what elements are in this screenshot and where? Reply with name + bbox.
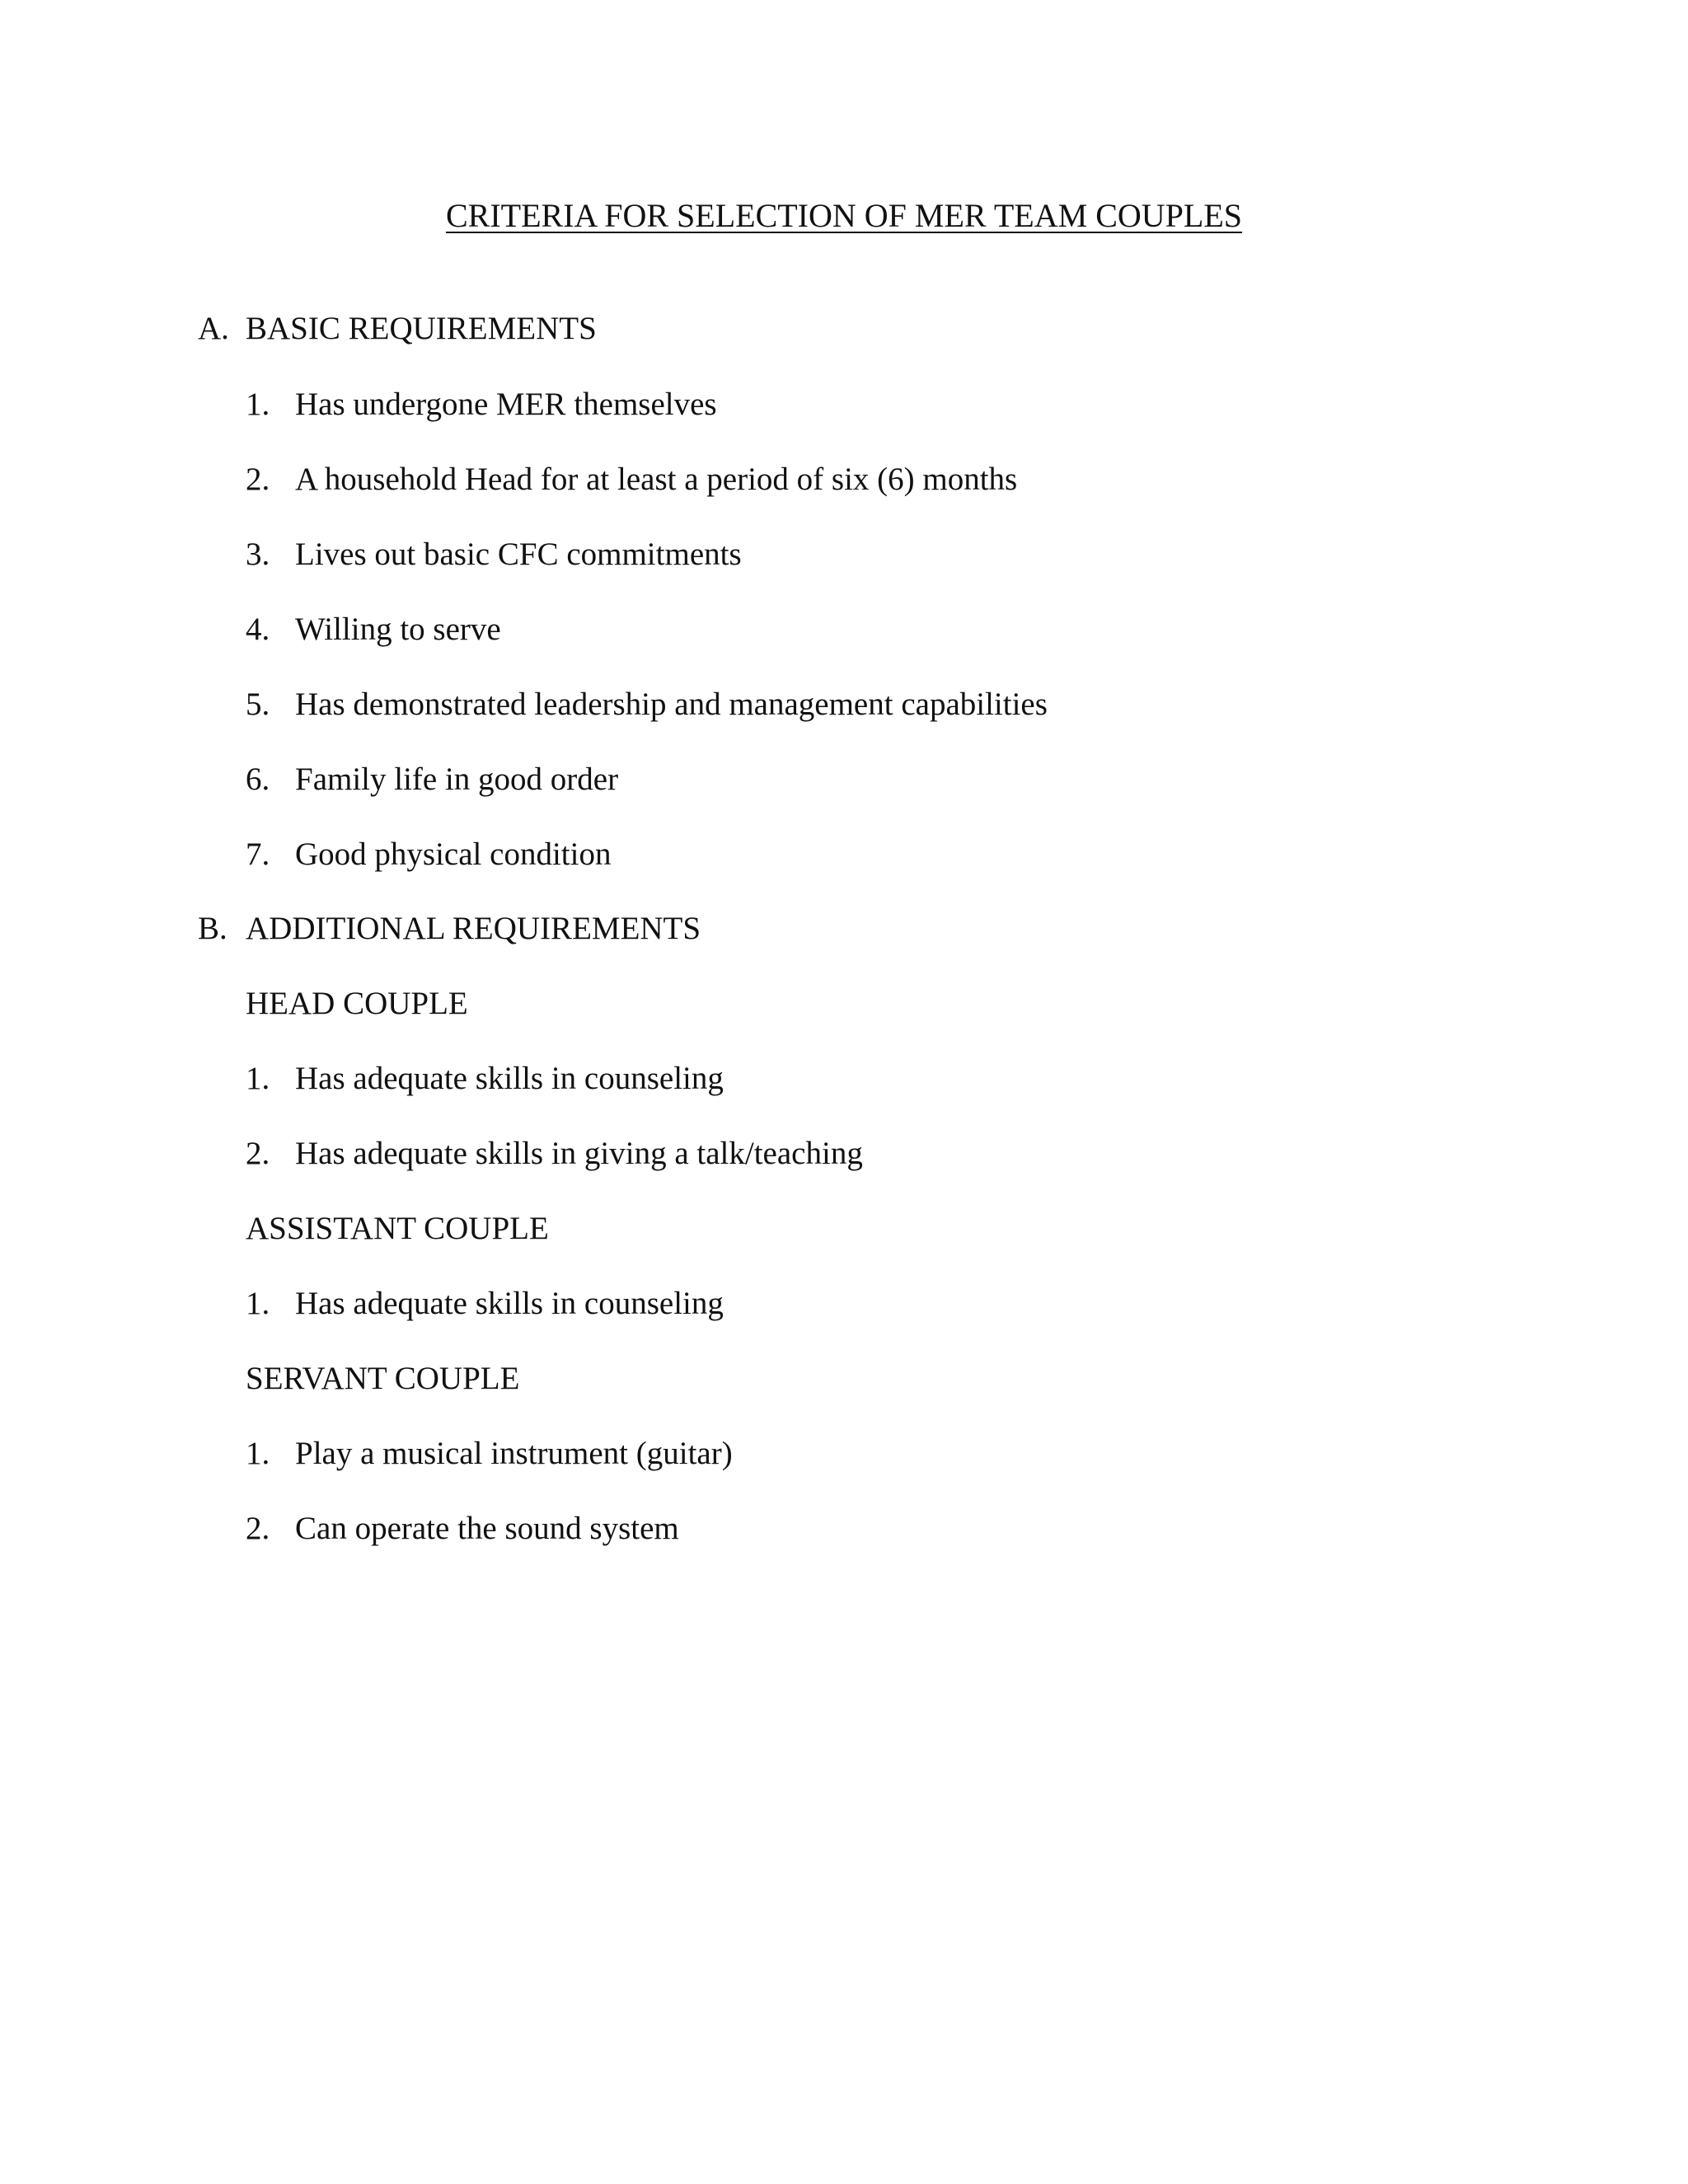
list-item-number: 2. <box>246 462 270 497</box>
section-heading: ADDITIONAL REQUIREMENTS <box>246 911 701 946</box>
list-item-number: 1. <box>246 1061 270 1096</box>
list-item-text: Play a musical instrument (guitar) <box>295 1436 733 1471</box>
list-item-text: Has demonstrated leadership and management capabilities <box>295 687 1048 722</box>
list-item-number: 5. <box>246 687 270 722</box>
list-item-text: Family life in good order <box>295 762 619 797</box>
list-item-number: 7. <box>246 837 270 872</box>
list-item-number: 1. <box>246 387 270 422</box>
list-item-text: Can operate the sound system <box>295 1511 679 1546</box>
list-item-number: 1. <box>246 1436 270 1471</box>
list-item-text: Has adequate skills in counseling <box>295 1061 724 1096</box>
list-item-text: Has adequate skills in giving a talk/teaching <box>295 1136 863 1171</box>
subsection-heading: ASSISTANT COUPLE <box>246 1211 549 1246</box>
list-item-number: 2. <box>246 1136 270 1171</box>
section-letter: B. <box>198 911 227 946</box>
list-item-text: Lives out basic CFC commitments <box>295 537 742 572</box>
list-item-number: 2. <box>246 1511 270 1546</box>
list-item-number: 1. <box>246 1286 270 1321</box>
page-title: CRITERIA FOR SELECTION OF MER TEAM COUPLES <box>445 197 1242 234</box>
section-heading: BASIC REQUIREMENTS <box>246 311 597 346</box>
section-letter: A. <box>198 311 229 346</box>
subsection-heading: SERVANT COUPLE <box>246 1361 520 1396</box>
list-item-text: Willing to serve <box>295 612 501 647</box>
list-item-text: Has undergone MER themselves <box>295 387 717 422</box>
list-item-number: 6. <box>246 762 270 797</box>
list-item-number: 3. <box>246 537 270 572</box>
list-item-text: A household Head for at least a period of six (6) months <box>295 462 1018 497</box>
list-item-text: Has adequate skills in counseling <box>295 1286 724 1321</box>
list-item-number: 4. <box>246 612 270 647</box>
list-item-text: Good physical condition <box>295 837 612 872</box>
subsection-heading: HEAD COUPLE <box>246 986 468 1021</box>
